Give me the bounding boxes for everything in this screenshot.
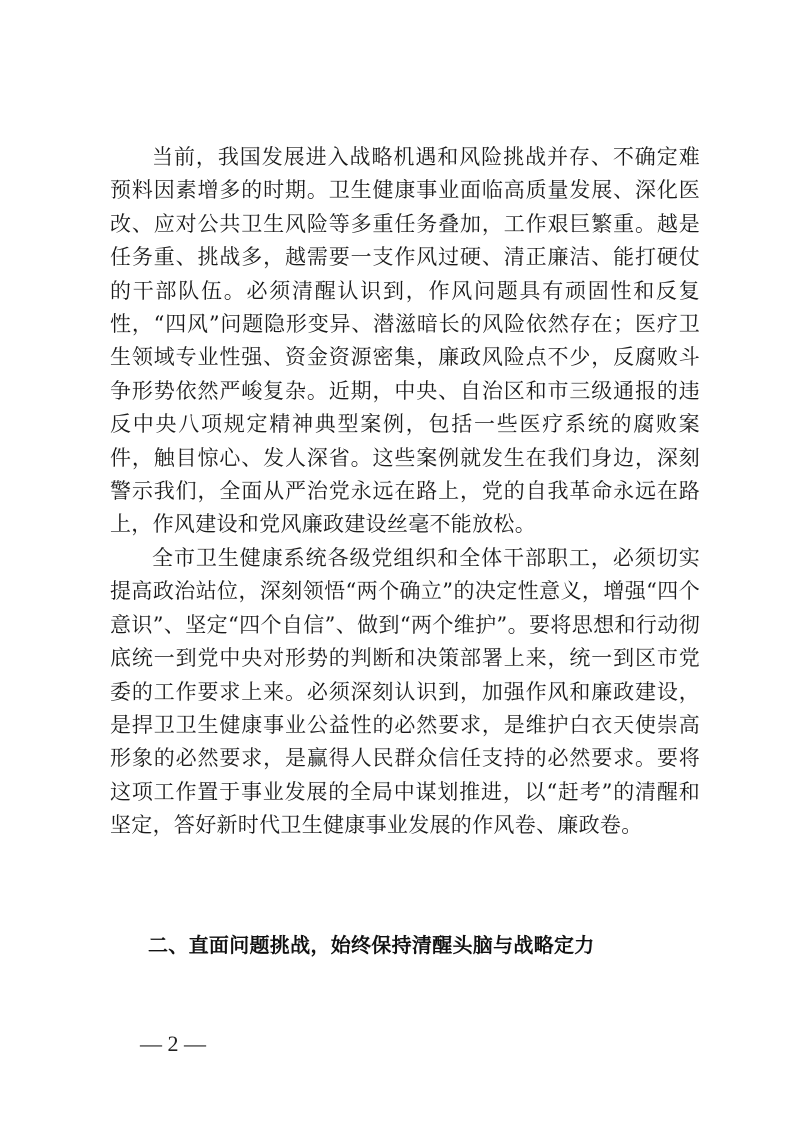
- section-heading: 二、直面问题挑战，始终保持清醒头脑与战略定力: [148, 933, 595, 957]
- paragraph-2: 全市卫生健康系统各级党组织和全体干部职工，必须切实提高政治站位，深刻领悟“两个确立”的决定性意义，增强“四个意识”、坚定“四个自信”、做到“两个维护”。要将思想和行动彻底统一到党中央对形势的判断和决策部署上来，统一到区市党委的工作要求上来。必须深刻认识到，加强作风和廉政建设，是捍卫卫生健康事业公益性的必然要求，是维护白衣天使崇高形象的必然要求，是赢得人民群众信任支持的必然要求。要将这项工作置于事业发展的全局中谋划推进，以“赶考”的清醒和坚定，答好新时代卫生健康事业发展的作风卷、廉政卷。: [110, 545, 700, 838]
- page-number: — 2 —: [140, 1031, 206, 1056]
- body-text: [110, 141, 700, 843]
- paragraph-1: 当前，我国发展进入战略机遇和风险挑战并存、不确定难预料因素增多的时期。卫生健康事业面临高质量发展、深化医改、应对公共卫生风险等多重任务叠加，工作艰巨繁重。越是任务重、挑战多，越需要一支作风过硬、清正廉洁、能打硬仗的干部队伍。必须清醒认识到，作风问题具有顽固性和反复性，“四风”问题隐形变异、潜滋暗长的风险依然存在；医疗卫生领域专业性强、资金资源密集，廉政风险点不少，反腐败斗争形势依然严峻复杂。近期，中央、自治区和市三级通报的违反中央八项规定精神典型案例，包括一些医疗系统的腐败案件，触目惊心、发人深省。这些案例就发生在我们身边，深刻警示我们，全面从严治党永远在路上，党的自我革命永远在路上，作风建设和党风廉政建设丝毫不能放松。: [110, 145, 700, 537]
